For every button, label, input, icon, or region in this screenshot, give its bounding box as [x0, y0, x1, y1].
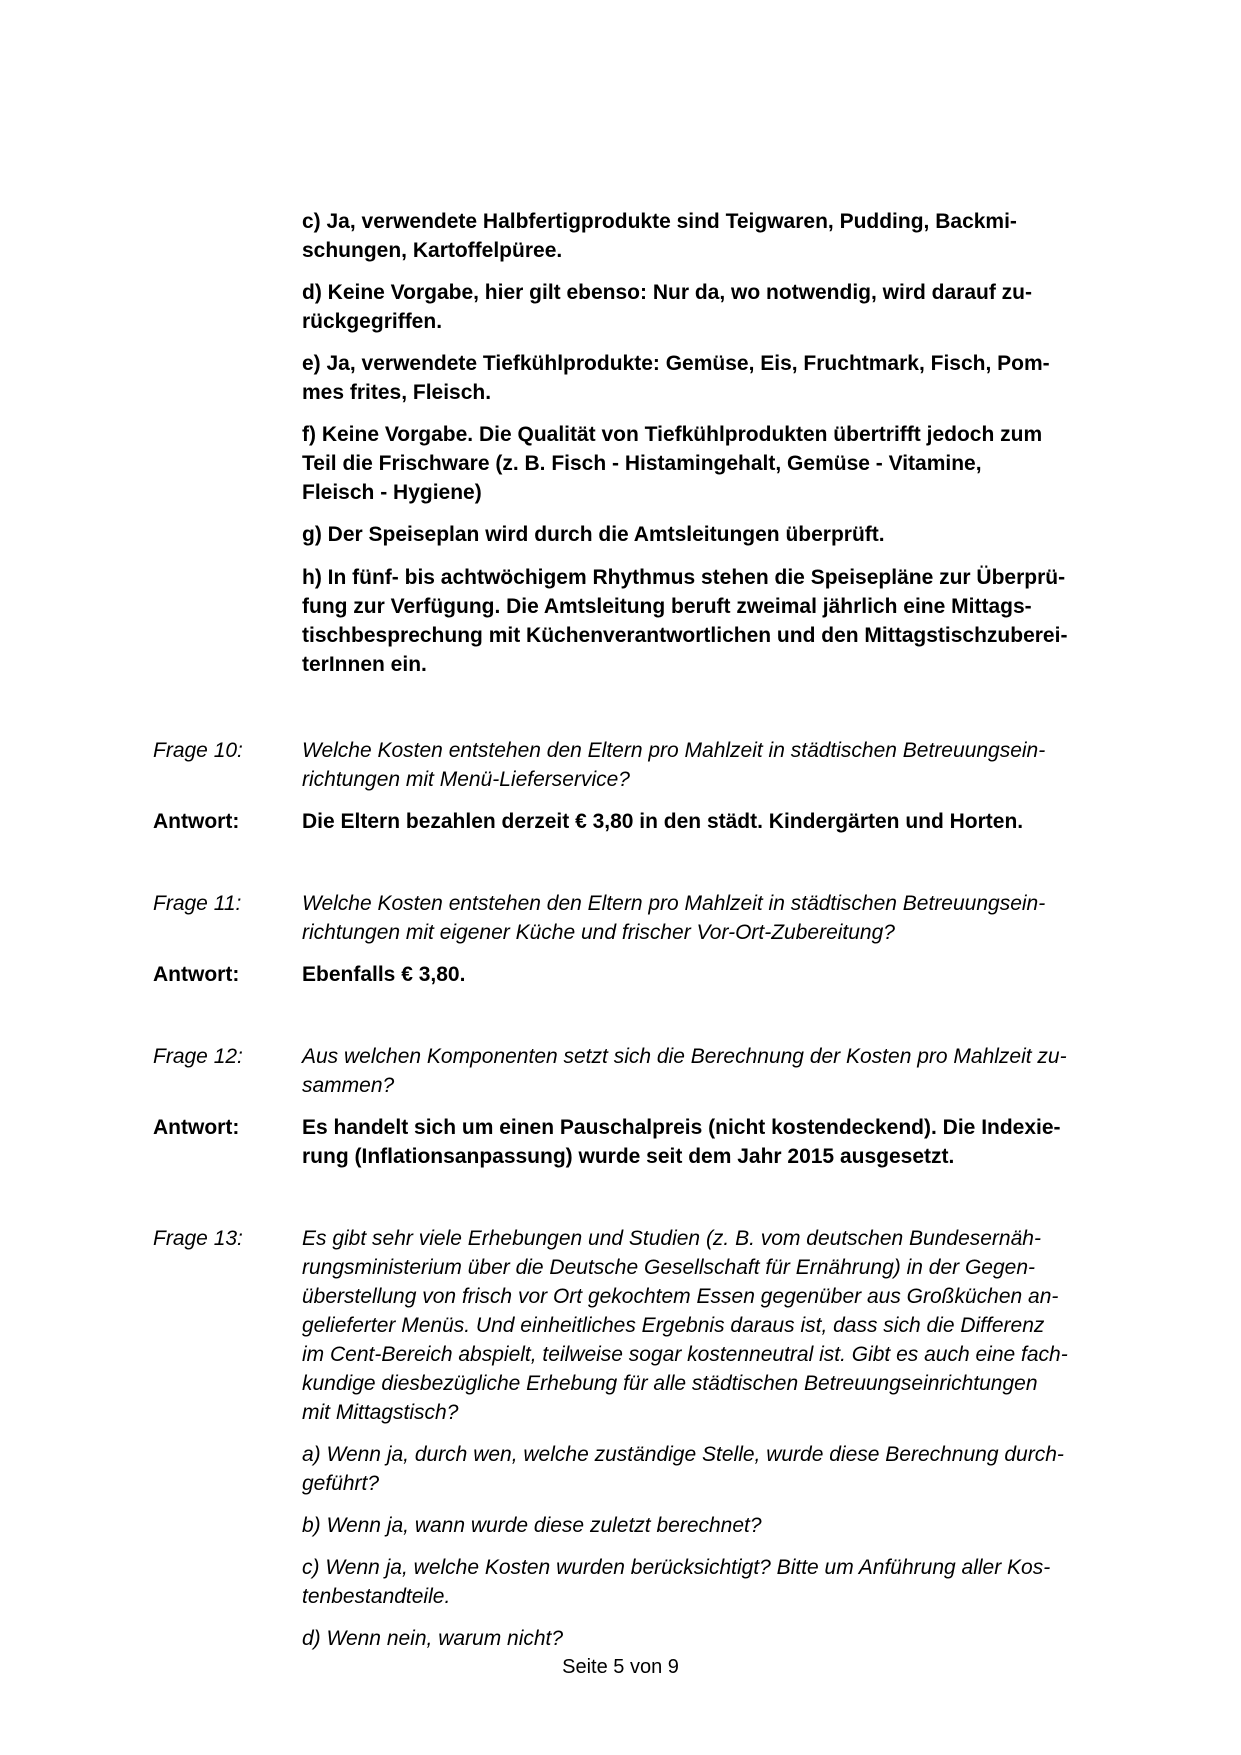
answer-e: e) Ja, verwendete Tiefkühlprodukte: Gemüse, Eis, Fruchtmark, Fisch, Pom- mes frites, Fleisch.: [302, 352, 1050, 404]
question-10-text: Welche Kosten entstehen den Eltern pro Mahlzeit in städtischen Betreuungsein- richtungen mit Menü-Lieferservice?: [302, 739, 1046, 791]
answer-d: d) Keine Vorgabe, hier gilt ebenso: Nur da, wo notwendig, wird darauf zu- rückgegriffen.: [302, 281, 1032, 333]
answer-g: g) Der Speiseplan wird durch die Amtsleitungen überprüft.: [302, 523, 885, 546]
answer-12-label: Antwort:: [153, 1116, 240, 1139]
question-12-label: Frage 12:: [153, 1045, 243, 1068]
question-10-label: Frage 10:: [153, 739, 243, 762]
question-11-text: Welche Kosten entstehen den Eltern pro Mahlzeit in städtischen Betreuungsein- richtungen mit eigener Küche und frischer Vor-Ort-Zubereitung?: [302, 892, 1046, 944]
question-13-sub-a: a) Wenn ja, durch wen, welche zuständige Stelle, wurde diese Berechnung durch- geführt?: [302, 1443, 1064, 1495]
question-13-sub-b: b) Wenn ja, wann wurde diese zuletzt berechnet?: [302, 1514, 762, 1537]
answer-10-text: Die Eltern bezahlen derzeit € 3,80 in den städt. Kindergärten und Horten.: [302, 810, 1024, 833]
question-13-text: Es gibt sehr viele Erhebungen und Studien (z. B. vom deutschen Bundesernäh- rungsministerium über die Deutsche Gesellschaft für Ernährung) in der Gegen- überstellung von frisch vor Ort gekochtem Essen gegenüber aus Großküchen an- gelieferter Menüs. Und einheitliches Ergebnis daraus ist, dass sich die Differenz im Cent-Bereich abspielt, teilweise sogar kostenneutral ist. Gibt es auch eine fach- kundige diesbezügliche Erhebung für alle städtischen Betreuungseinrichtungen mit Mittagstisch?: [302, 1227, 1068, 1424]
answer-f: f) Keine Vorgabe. Die Qualität von Tiefkühlprodukten übertrifft jedoch zum Teil die Frischware (z. B. Fisch - Histamingehalt, Gemüse - Vitamine, Fleisch - Hygiene): [302, 423, 1043, 504]
answer-h: h) In fünf- bis achtwöchigem Rhythmus stehen die Speisepläne zur Überprü- fung zur Verfügung. Die Amtsleitung beruft zweimal jährlich eine Mittags- tischbesprechung mit Küchenverantwortlichen und den Mittagstischzuberei- terInnen ein.: [302, 566, 1068, 676]
answer-12-text: Es handelt sich um einen Pauschalpreis (nicht kostendeckend). Die Indexie- rung (Inflationsanpassung) wurde seit dem Jahr 2015 ausgesetzt.: [302, 1116, 1061, 1168]
page-number: Seite 5 von 9: [562, 1656, 679, 1678]
question-12-text: Aus welchen Komponenten setzt sich die Berechnung der Kosten pro Mahlzeit zu- sammen?: [302, 1045, 1067, 1097]
question-13-label: Frage 13:: [153, 1227, 243, 1250]
question-13-sub-d: d) Wenn nein, warum nicht?: [302, 1627, 564, 1650]
answer-11-label: Antwort:: [153, 963, 240, 986]
question-11-label: Frage 11:: [153, 892, 242, 915]
question-13-sub-c: c) Wenn ja, welche Kosten wurden berücksichtigt? Bitte um Anführung aller Kos- tenbestandteile.: [302, 1556, 1051, 1608]
answer-c: c) Ja, verwendete Halbfertigprodukte sind Teigwaren, Pudding, Backmi- schungen, Kartoffelpüree.: [302, 210, 1017, 262]
answer-10-label: Antwort:: [153, 810, 240, 833]
answer-11-text: Ebenfalls € 3,80.: [302, 963, 466, 986]
